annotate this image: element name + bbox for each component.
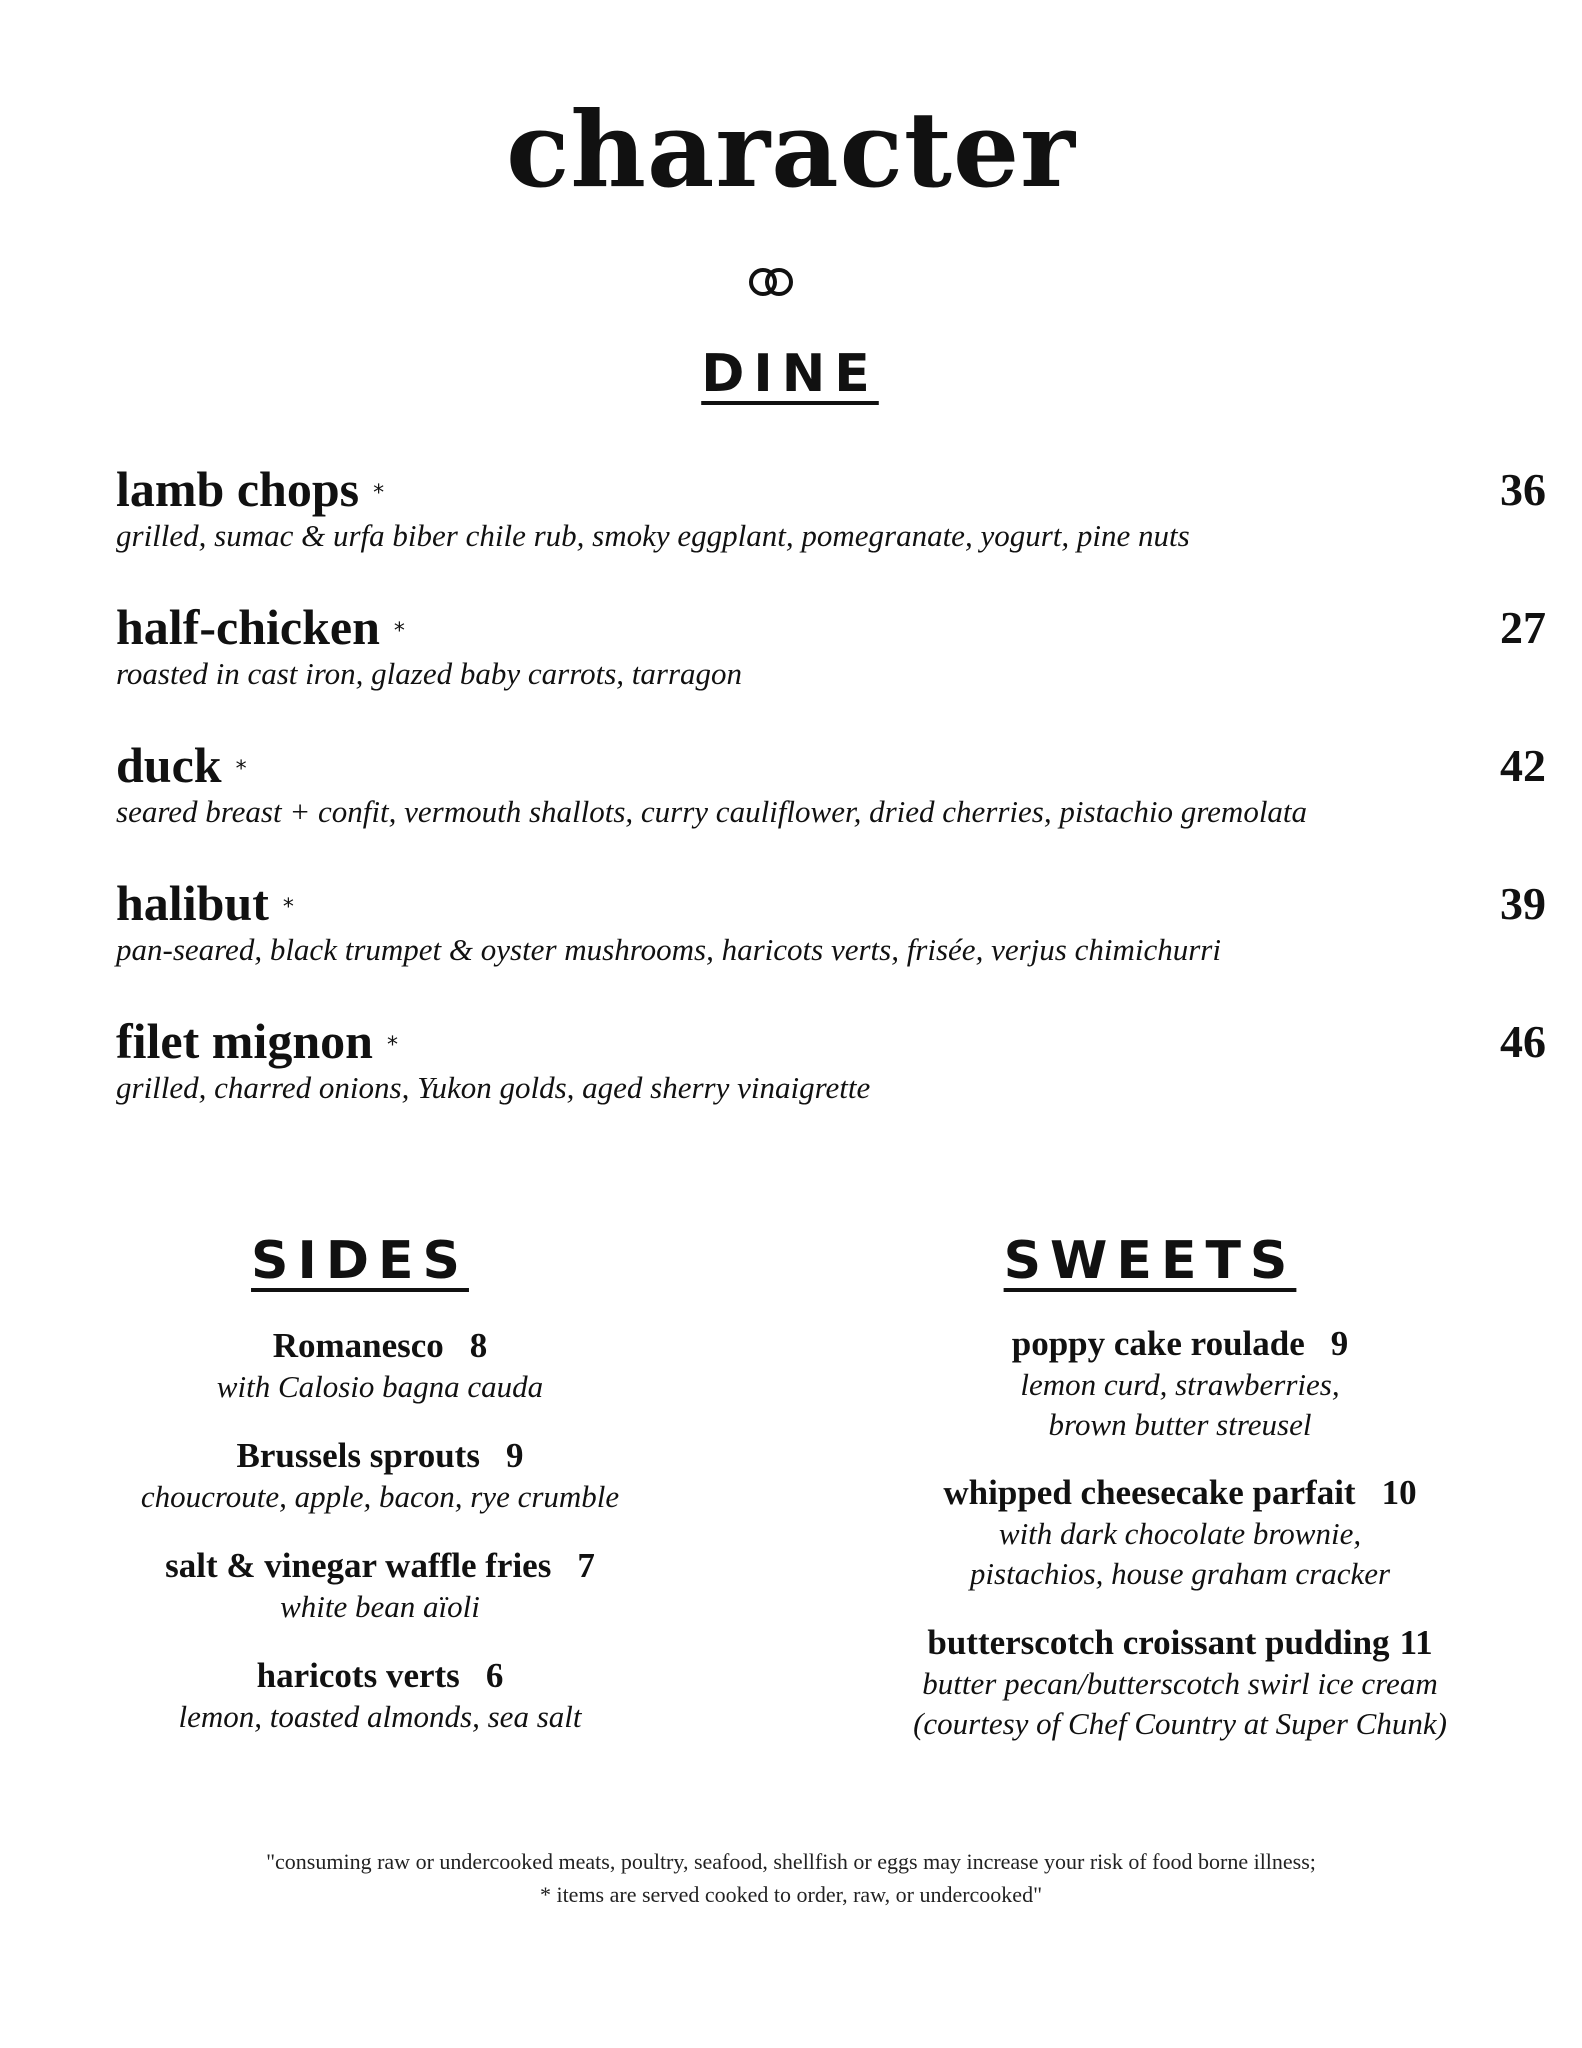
side-item-name [80, 1655, 680, 1697]
raw-warning-star: * [373, 481, 385, 507]
side-item-name-text: salt & vinegar waffle fries [165, 1546, 552, 1585]
side-item-name-text: Brussels sprouts [236, 1436, 480, 1475]
sweet-item-name [840, 1622, 1520, 1664]
side-item-price: 9 [505, 1436, 524, 1475]
dine-item [116, 461, 1546, 553]
sweet-item-name-text: butterscotch croissant pudding [927, 1623, 1390, 1662]
restaurant-name: character [506, 88, 1076, 211]
footnote-line-2: * items are served cooked to order, raw, or undercooked" [539, 1882, 1043, 1907]
dine-item-description: roasted in cast iron, glazed baby carrots, tarragon [116, 656, 743, 691]
side-item-name [80, 1325, 680, 1367]
dine-item-name [116, 1014, 1476, 1069]
sweet-item [840, 1323, 1520, 1446]
dine-item-name [116, 462, 1476, 517]
dine-item-price: 42 [1500, 740, 1546, 791]
side-item [80, 1435, 680, 1517]
side-item-description: with Calosio bagna cauda [216, 1369, 544, 1404]
interlocked-rings-icon [746, 266, 796, 298]
dine-item-description: grilled, charred onions, Yukon golds, aged sherry vinaigrette [116, 1070, 871, 1105]
dine-item-price: 46 [1500, 1016, 1546, 1067]
dine-item [116, 875, 1546, 967]
side-item-price: 8 [469, 1326, 488, 1365]
sweet-item-name-text: poppy cake roulade [1011, 1324, 1305, 1363]
sweet-item-price: 10 [1381, 1473, 1417, 1512]
dine-item-price: 36 [1500, 464, 1546, 515]
dine-heading: DINE [701, 344, 879, 404]
dine-item-name [116, 738, 1476, 793]
sweet-item-description-line1: butter pecan/butterscotch swirl ice cream [922, 1666, 1438, 1701]
dine-item-description: grilled, sumac & urfa biber chile rub, smoky eggplant, pomegranate, yogurt, pine nuts [116, 518, 1190, 553]
dine-item-description: pan-seared, black trumpet & oyster mushrooms, haricots verts, frisée, verjus chimichurri [116, 932, 1221, 967]
side-item-description: white bean aïoli [280, 1589, 480, 1624]
sweet-item [840, 1622, 1520, 1745]
sweet-item-description-line1: with dark chocolate brownie, [998, 1516, 1362, 1551]
raw-warning-star: * [282, 895, 294, 921]
sweet-item-description-line2: (courtesy of Chef Country at Super Chunk) [913, 1706, 1447, 1742]
dine-item-name-text: lamb chops [116, 461, 360, 517]
sweet-item-name [840, 1323, 1520, 1365]
dine-item-name-text: halibut [116, 875, 269, 931]
side-item-description: lemon, toasted almonds, sea salt [178, 1699, 582, 1734]
side-item-name-text: haricots verts [256, 1656, 460, 1695]
food-safety-footnote [0, 1845, 1582, 1911]
sweet-item [840, 1472, 1520, 1595]
raw-warning-star: * [386, 1033, 398, 1059]
side-item [80, 1545, 680, 1627]
footnote-line-1: "consuming raw or undercooked meats, poultry, seafood, shellfish or eggs may increase your risk of food borne illness; [266, 1849, 1316, 1874]
side-item-price: 6 [485, 1656, 504, 1695]
dine-item-name [116, 876, 1476, 931]
dine-item [116, 737, 1546, 829]
sides-heading: SIDES [251, 1231, 469, 1291]
side-item-description: choucroute, apple, bacon, rye crumble [140, 1479, 620, 1514]
sweet-item-name-text: whipped cheesecake parfait [943, 1473, 1356, 1512]
side-item [80, 1325, 680, 1407]
sweet-item-price: 9 [1330, 1324, 1349, 1363]
side-item-price: 7 [577, 1546, 595, 1585]
sweet-item-description-line1: lemon curd, strawberries, [1020, 1367, 1340, 1402]
side-item [80, 1655, 680, 1737]
dine-item-name-text: filet mignon [116, 1013, 373, 1069]
dine-item-name [116, 600, 1476, 655]
sweet-item-description-line2: brown butter streusel [1048, 1407, 1312, 1443]
side-item-name [80, 1435, 680, 1477]
raw-warning-star: * [393, 619, 405, 645]
dine-item [116, 599, 1546, 691]
sweet-item-name [840, 1472, 1520, 1514]
dine-item-description: seared breast + confit, vermouth shallots, curry cauliflower, dried cherries, pistachio gremolata [116, 794, 1308, 829]
sweets-heading: SWEETS [1003, 1231, 1297, 1291]
side-item-name-text: Romanesco [272, 1326, 444, 1365]
dine-item-price: 39 [1500, 878, 1546, 929]
sweet-item-price: 11 [1399, 1623, 1433, 1662]
dine-item [116, 1013, 1546, 1105]
dine-item-name-text: duck [116, 737, 222, 793]
sweet-item-description-line2: pistachios, house graham cracker [969, 1556, 1391, 1592]
dine-item-price: 27 [1500, 602, 1546, 653]
side-item-name [80, 1545, 680, 1587]
dine-item-name-text: half-chicken [116, 599, 380, 655]
raw-warning-star: * [235, 757, 247, 783]
